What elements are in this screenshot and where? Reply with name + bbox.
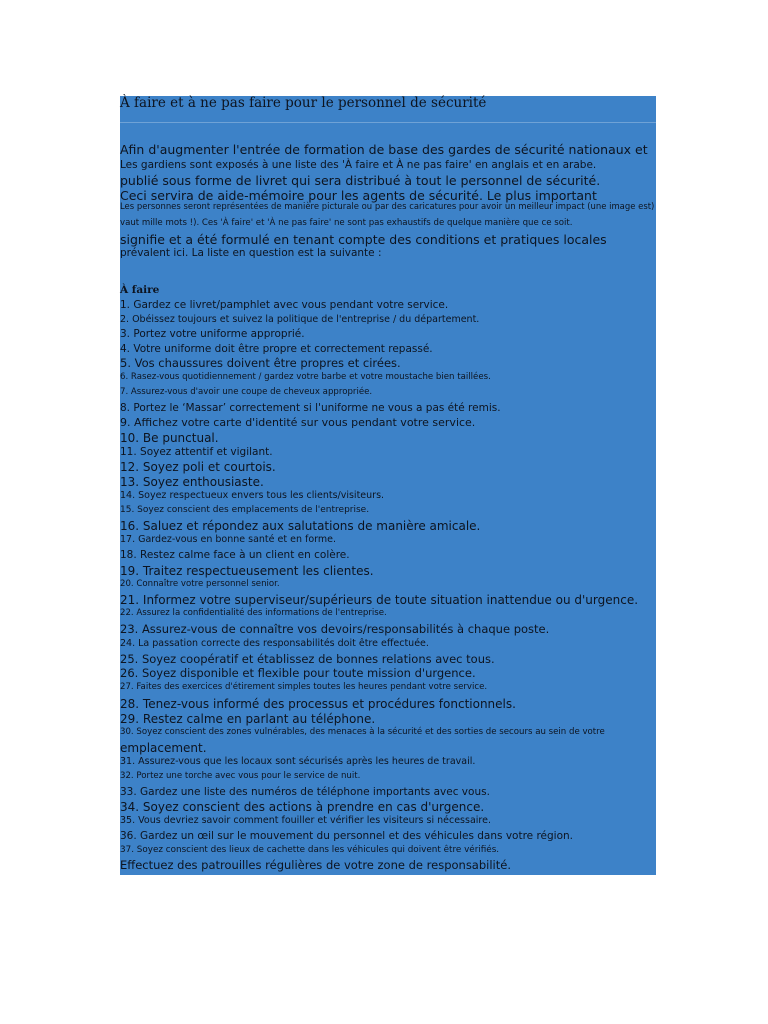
list-item: 14. Soyez respectueux envers tous les clients/visiteurs. (120, 490, 385, 501)
intro-line: publié sous forme de livret qui sera distribué à tout le personnel de sécurité. (120, 173, 601, 188)
title-divider (120, 122, 656, 123)
list-item: 27. Faites des exercices d'étirement simples toutes les heures pendant votre service. (120, 682, 488, 692)
list-item: 18. Restez calme face à un client en colère. (120, 549, 350, 561)
list-item: 25. Soyez coopératif et établissez de bonnes relations avec tous. (120, 652, 495, 666)
list-item: 31. Assurez-vous que les locaux sont sécurisés après les heures de travail. (120, 756, 476, 767)
list-item: 10. Be punctual. (120, 431, 219, 445)
list-item: 33. Gardez une liste des numéros de téléphone importants avec vous. (120, 786, 490, 798)
list-item: 23. Assurez-vous de connaître vos devoirs/responsabilités à chaque poste. (120, 622, 550, 636)
section-heading: À faire (120, 284, 160, 296)
list-item: 8. Portez le ‘Massar’ correctement si l'uniforme ne vous a pas été remis. (120, 402, 501, 414)
list-item: 20. Connaître votre personnel senior. (120, 579, 280, 589)
list-item: 36. Gardez un œil sur le mouvement du personnel et des véhicules dans votre région. (120, 830, 574, 842)
list-item: 13. Soyez enthousiaste. (120, 475, 264, 489)
list-item: 32. Portez une torche avec vous pour le service de nuit. (120, 771, 361, 781)
document-title: À faire et à ne pas faire pour le personnel de sécurité (120, 95, 487, 111)
list-item: 21. Informez votre superviseur/supérieurs de toute situation inattendue ou d'urgence. (120, 593, 639, 607)
intro-line: Ceci servira de aide-mémoire pour les agents de sécurité. Le plus important (120, 188, 597, 203)
list-item: 6. Rasez-vous quotidiennement / gardez votre barbe et votre moustache bien taillées. (120, 372, 491, 382)
intro-line: signifie et a été formulé en tenant compte des conditions et pratiques locales (120, 232, 607, 247)
list-item: 5. Vos chaussures doivent être propres et cirées. (120, 356, 401, 370)
list-item: 3. Portez votre uniforme approprié. (120, 328, 305, 340)
list-item: 11. Soyez attentif et vigilant. (120, 446, 273, 458)
intro-line: Les personnes seront représentées de manière picturale ou par des caricatures pour avoir un meilleur impact (une image est) (120, 202, 655, 212)
list-item: 9. Affichez votre carte d'identité sur vous pendant votre service. (120, 416, 476, 429)
list-item: 1. Gardez ce livret/pamphlet avec vous pendant votre service. (120, 299, 449, 311)
list-item: 19. Traitez respectueusement les clientes. (120, 564, 374, 578)
list-item: 24. La passation correcte des responsabilités doit être effectuée. (120, 638, 429, 649)
list-item: 15. Soyez conscient des emplacements de l'entreprise. (120, 505, 370, 515)
intro-line: prévalent ici. La liste en question est la suivante : (120, 247, 382, 259)
list-item: 28. Tenez-vous informé des processus et procédures fonctionnels. (120, 697, 516, 711)
list-item: 22. Assurez la confidentialité des informations de l'entreprise. (120, 608, 387, 618)
intro-line: vaut mille mots !). Ces 'À faire' et 'À ne pas faire' ne sont pas exhaustifs de quelque manière que ce soit. (120, 218, 573, 228)
list-item: 17. Gardez-vous en bonne santé et en forme. (120, 534, 337, 545)
list-item: 7. Assurez-vous d'avoir une coupe de cheveux appropriée. (120, 387, 373, 397)
list-item: Effectuez des patrouilles régulières de votre zone de responsabilité. (120, 858, 511, 872)
list-item: 37. Soyez conscient des lieux de cachette dans les véhicules qui doivent être vérifiés. (120, 845, 500, 855)
list-item: 34. Soyez conscient des actions à prendre en cas d'urgence. (120, 800, 485, 814)
list-item: 26. Soyez disponible et flexible pour toute mission d'urgence. (120, 666, 476, 680)
list-item: 4. Votre uniforme doit être propre et correctement repassé. (120, 343, 433, 355)
list-item: 2. Obéissez toujours et suivez la politique de l'entreprise / du département. (120, 314, 480, 325)
list-item: 16. Saluez et répondez aux salutations de manière amicale. (120, 519, 481, 533)
intro-line: Afin d'augmenter l'entrée de formation de base des gardes de sécurité nationaux et (120, 142, 648, 157)
list-item: 35. Vous devriez savoir comment fouiller et vérifier les visiteurs si nécessaire. (120, 815, 491, 826)
list-item: emplacement. (120, 741, 207, 755)
list-item: 12. Soyez poli et courtois. (120, 460, 276, 474)
list-item: 30. Soyez conscient des zones vulnérables, des menaces à la sécurité et des sorties de secours au sein de votre (120, 727, 605, 737)
intro-line: Les gardiens sont exposés à une liste des 'À faire et À ne pas faire' en anglais et en arabe. (120, 159, 597, 171)
list-item: 29. Restez calme en parlant au téléphone. (120, 712, 376, 726)
